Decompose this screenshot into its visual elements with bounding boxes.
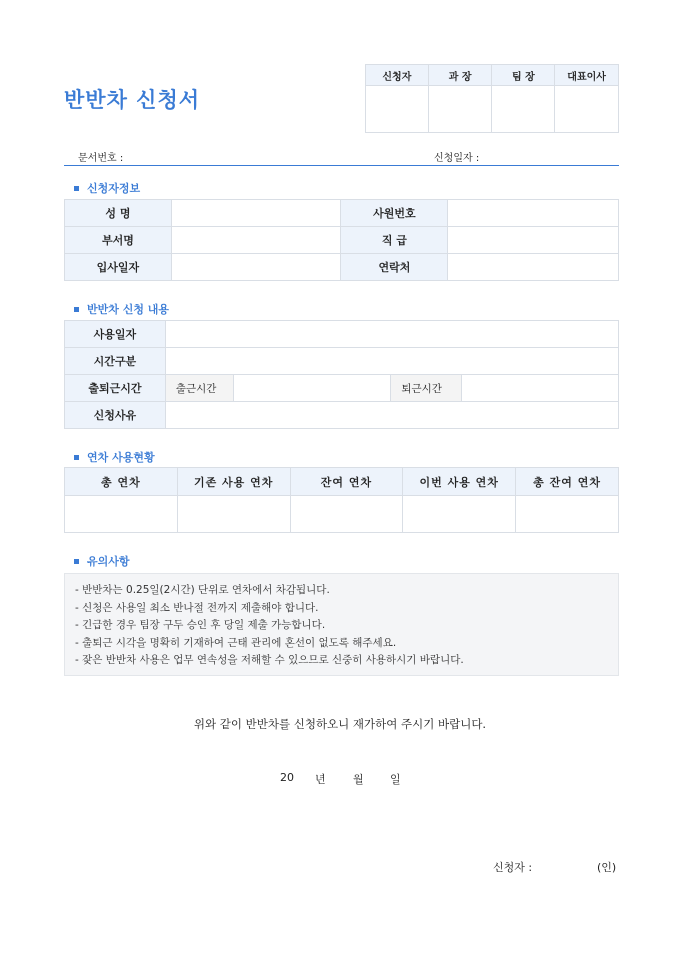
note-item: - 잦은 반반차 사용은 업무 연속성을 저해할 수 있으므로 신중히 사용하시기 바랍니다. — [75, 654, 464, 666]
table-row — [65, 468, 619, 496]
bullet-square-icon — [74, 186, 79, 191]
total-remaining-leave-field[interactable] — [516, 496, 619, 533]
note-item: - 긴급한 경우 팀장 구두 승인 후 당일 제출 가능합니다. — [75, 619, 326, 631]
out-time-label: 퇴근시간 — [391, 375, 462, 402]
request-date-label: 신청일자 : — [434, 153, 480, 164]
in-time-label: 출근시간 — [165, 375, 233, 402]
approval-cell-manager[interactable] — [428, 86, 492, 133]
commute-time-label: 출퇴근시간 — [65, 375, 166, 402]
seal-mark: (인) — [597, 861, 617, 874]
table-row — [65, 348, 619, 375]
table-row — [65, 254, 619, 281]
reason-field[interactable] — [165, 402, 618, 429]
section-title: 반반차 신청 내용 — [87, 303, 170, 316]
table-row — [65, 402, 619, 429]
section-title: 신청자정보 — [87, 182, 141, 195]
approval-header-manager: 과 장 — [428, 65, 492, 86]
position-field[interactable] — [448, 227, 619, 254]
total-leave-field[interactable] — [65, 496, 178, 533]
closing-statement: 위와 같이 반반차를 신청하오니 재가하여 주시기 바랍니다. — [193, 717, 487, 731]
approval-table — [365, 64, 619, 133]
remaining-leave-header: 잔여 연차 — [290, 468, 403, 496]
section-applicant-info-heading — [74, 180, 140, 196]
bullet-square-icon — [74, 559, 79, 564]
employee-number-label: 사원번호 — [341, 200, 448, 227]
this-use-leave-header: 이번 사용 연차 — [403, 468, 516, 496]
time-type-label: 시간구분 — [65, 348, 166, 375]
doc-number-label: 문서번호 : — [78, 153, 124, 164]
table-row — [65, 200, 619, 227]
hire-date-label: 입사일자 — [65, 254, 172, 281]
used-leave-header: 기존 사용 연차 — [177, 468, 290, 496]
signature-label: 신청자 : — [493, 861, 533, 874]
request-content-table — [64, 320, 619, 429]
section-leave-status-heading — [74, 449, 155, 465]
use-date-label: 사용일자 — [65, 321, 166, 348]
date-day-label: 일 — [390, 773, 401, 786]
leave-status-table — [64, 467, 619, 533]
name-label: 성 명 — [65, 200, 172, 227]
table-row — [65, 375, 619, 402]
approval-header-team-lead: 팀 장 — [492, 65, 555, 86]
hire-date-field[interactable] — [171, 254, 341, 281]
department-field[interactable] — [171, 227, 341, 254]
table-row — [65, 496, 619, 533]
document-title: 반반차 신청서 — [64, 88, 201, 112]
section-title: 연차 사용현황 — [87, 451, 155, 464]
approval-header-ceo: 대표이사 — [555, 65, 619, 86]
approval-cell-team-lead[interactable] — [492, 86, 555, 133]
section-request-content-heading — [74, 301, 169, 317]
time-type-field[interactable] — [165, 348, 618, 375]
note-item: - 신청은 사용일 최소 반나절 전까지 제출해야 합니다. — [75, 601, 319, 614]
date-prefix: 20 — [280, 771, 294, 784]
date-year-label: 년 — [315, 773, 326, 786]
name-field[interactable] — [171, 200, 341, 227]
table-row — [65, 227, 619, 254]
applicant-info-table — [64, 199, 619, 281]
department-label: 부서명 — [65, 227, 172, 254]
date-month-label: 월 — [353, 773, 364, 786]
contact-label: 연락처 — [341, 254, 448, 281]
note-item: - 반반차는 0.25일(2시간) 단위로 연차에서 차감됩니다. — [75, 584, 330, 596]
section-notes-heading — [74, 553, 130, 569]
approval-cell-applicant[interactable] — [366, 86, 429, 133]
reason-label: 신청사유 — [65, 402, 166, 429]
bullet-square-icon — [74, 307, 79, 312]
table-row — [65, 321, 619, 348]
total-remaining-leave-header: 총 잔여 연차 — [516, 468, 619, 496]
note-item: - 출퇴근 시각을 명확히 기재하여 근태 관리에 혼선이 없도록 해주세요. — [75, 636, 397, 649]
contact-field[interactable] — [448, 254, 619, 281]
notes-box — [64, 573, 619, 676]
remaining-leave-field[interactable] — [290, 496, 403, 533]
approval-header-applicant: 신청자 — [366, 65, 429, 86]
used-leave-field[interactable] — [177, 496, 290, 533]
in-time-field[interactable] — [233, 375, 391, 402]
this-use-leave-field[interactable] — [403, 496, 516, 533]
out-time-field[interactable] — [462, 375, 619, 402]
bullet-square-icon — [74, 455, 79, 460]
use-date-field[interactable] — [165, 321, 618, 348]
approval-cell-ceo[interactable] — [555, 86, 619, 133]
employee-number-field[interactable] — [448, 200, 619, 227]
doc-info-line — [64, 148, 619, 166]
section-title: 유의사항 — [87, 555, 130, 568]
position-label: 직 급 — [341, 227, 448, 254]
total-leave-header: 총 연차 — [65, 468, 178, 496]
